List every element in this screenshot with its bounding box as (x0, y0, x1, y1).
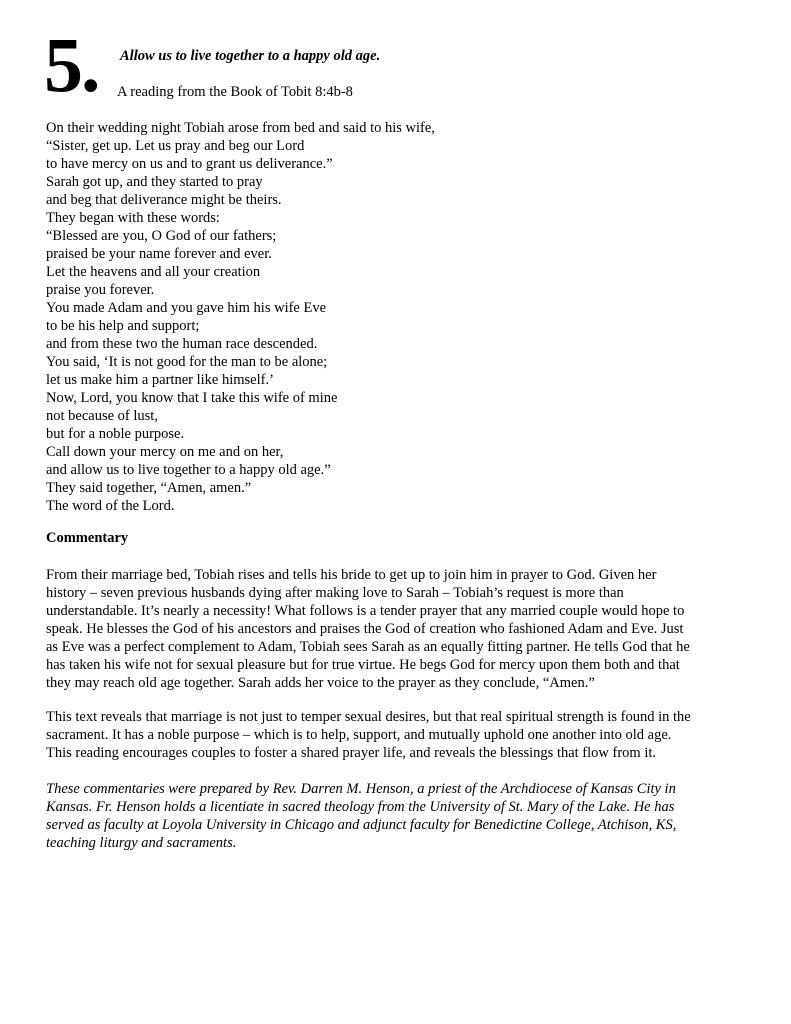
reading-line: Sarah got up, and they started to pray (46, 174, 263, 190)
attribution-line: teaching liturgy and sacraments. (46, 835, 237, 851)
reading-line: Call down your mercy on me and on her, (46, 444, 284, 460)
paragraph-line: understandable. It’s nearly a necessity! What follows is a tender prayer that any married couple would hope to (46, 603, 685, 619)
reading-line: not because of lust, (46, 408, 158, 424)
reading-text (46, 119, 435, 515)
author-attribution (46, 780, 746, 852)
paragraph-line: has taken his wife not for sexual pleasure but for true virtue. He begs God for mercy upon them both and that (46, 657, 680, 673)
reading-line: They said together, “Amen, amen.” (46, 480, 252, 496)
reading-line: praise you forever. (46, 282, 155, 298)
reading-line: They began with these words: (46, 210, 220, 226)
paragraph-line: sacrament. It has a noble purpose – which is to help, support, and mutually uphold one another into old age. (46, 727, 672, 743)
reading-line: let us make him a partner like himself.’ (46, 372, 274, 388)
attribution-line: These commentaries were prepared by Rev. Darren M. Henson, a priest of the Archdiocese of Kansas City in (46, 781, 676, 797)
reading-line: to be his help and support; (46, 318, 200, 334)
paragraph-line: they may reach old age together. Sarah adds her voice to the prayer as they conclude, “Amen.” (46, 675, 595, 691)
reading-line: Let the heavens and all your creation (46, 264, 261, 280)
paragraph-line: This reading encourages couples to foster a shared prayer life, and reveals the blessings that flow from it. (46, 745, 657, 761)
attribution-line: Kansas. Fr. Henson holds a licentiate in sacred theology from the University of St. Mary of the Lake. He has (46, 799, 675, 815)
reading-line: You said, ‘It is not good for the man to be alone; (46, 354, 328, 370)
paragraph-line: speak. He blesses the God of his ancestors and praises the God of creation who fashioned Adam and Eve. Just (46, 621, 684, 637)
reading-theme: Allow us to live together to a happy old age. (120, 48, 381, 64)
reading-line: to have mercy on us and to grant us deliverance.” (46, 156, 333, 172)
reading-line: “Blessed are you, O God of our fathers; (46, 228, 277, 244)
commentary-heading: Commentary (46, 530, 129, 546)
reading-line: and allow us to live together to a happy old age.” (46, 462, 331, 478)
reading-number: 5. (44, 21, 99, 108)
paragraph-line: history – seven previous husbands dying after making love to Sarah – Tobiah’s request is more than (46, 585, 624, 601)
reading-line: but for a noble purpose. (46, 426, 185, 442)
reading-line: “Sister, get up. Let us pray and beg our Lord (46, 138, 305, 154)
commentary-paragraph (46, 566, 746, 692)
paragraph-line: This text reveals that marriage is not just to temper sexual desires, but that real spiritual strength is found in the (46, 709, 691, 725)
paragraph-line: as Eve was a perfect complement to Adam, Tobiah sees Sarah as an equally fitting partner. He tells God that he (46, 639, 690, 655)
attribution-line: served as faculty at Loyola University in Chicago and adjunct faculty for Benedictine College, Atchison, KS, (46, 817, 677, 833)
reading-line: Now, Lord, you know that I take this wife of mine (46, 390, 338, 406)
reading-line: praised be your name forever and ever. (46, 246, 272, 262)
reading-line: On their wedding night Tobiah arose from bed and said to his wife, (46, 120, 435, 136)
reading-line: and from these two the human race descended. (46, 336, 318, 352)
reading-line: You made Adam and you gave him his wife Eve (46, 300, 327, 316)
paragraph-line: From their marriage bed, Tobiah rises and tells his bride to get up to join him in prayer to God. Given her (46, 567, 657, 583)
reading-line: and beg that deliverance might be theirs. (46, 192, 282, 208)
reading-citation: A reading from the Book of Tobit 8:4b-8 (117, 84, 353, 100)
reading-line: The word of the Lord. (46, 498, 175, 514)
commentary-paragraph (46, 708, 746, 762)
